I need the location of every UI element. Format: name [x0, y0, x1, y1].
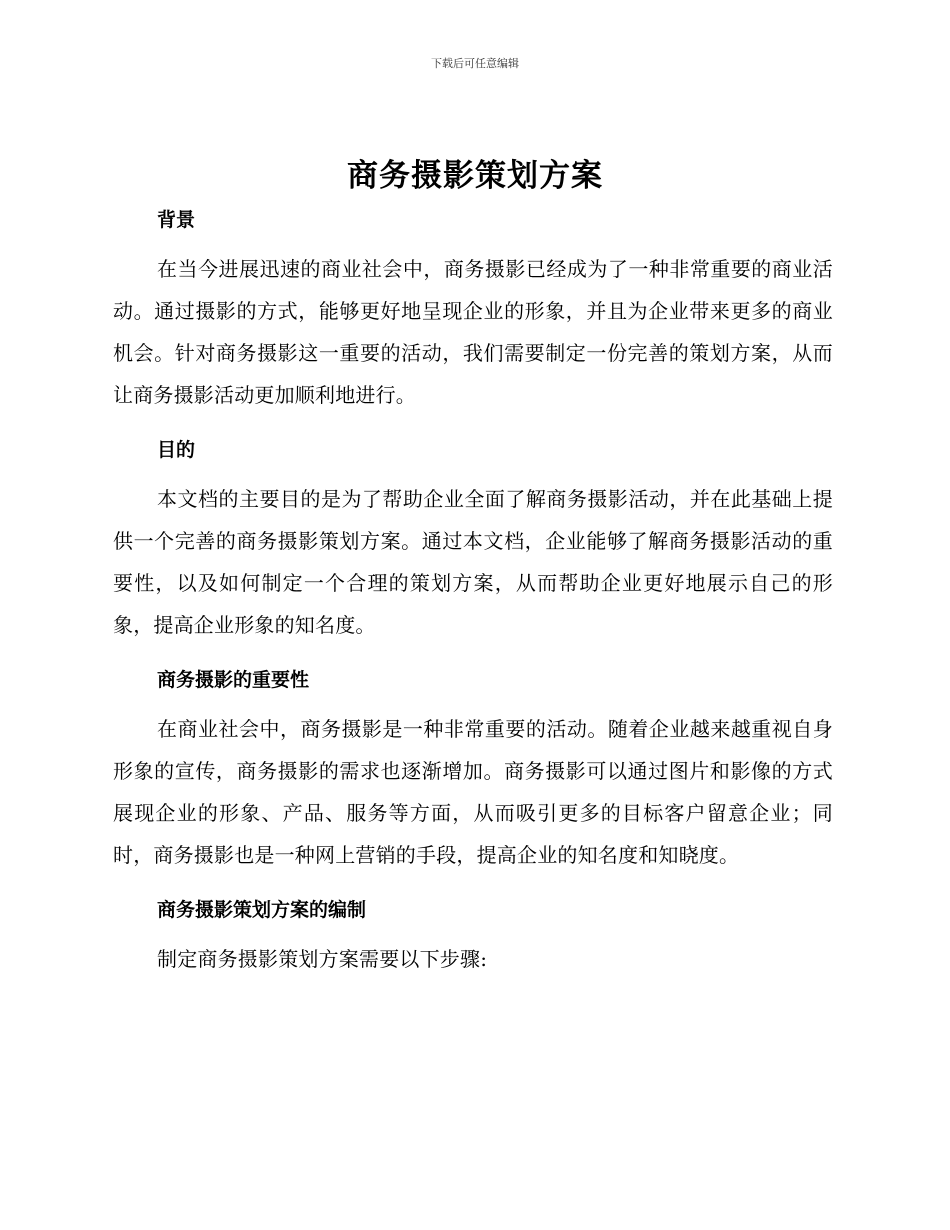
section-heading: 背景 [157, 209, 196, 231]
section-heading: 目的 [157, 439, 196, 461]
section-plan-compilation [113, 890, 833, 980]
section-paragraph: 本文档的主要目的是为了帮助企业全面了解商务摄影活动，并在此基础上提供一个完善的商务摄影策划方案。通过本文档，企业能够了解商务摄影活动的重要性，以及如何制定一个合理的策划方案，从而帮助企业更好地展示自己的形象，提高企业形象的知名度。 [113, 487, 833, 637]
section-heading: 商务摄影策划方案的编制 [157, 899, 367, 921]
section-paragraph: 在商业社会中，商务摄影是一种非常重要的活动。随着企业越来越重视自身形象的宣传，商务摄影的需求也逐渐增加。商务摄影可以通过图片和影像的方式展现企业的形象、产品、服务等方面，从而吸引更多的目标客户留意企业；同时，商务摄影也是一种网上营销的手段，提高企业的知名度和知晓度。 [113, 717, 833, 867]
section-importance [113, 660, 833, 876]
document-body [113, 200, 833, 994]
header-note: 下载后可任意编辑 [431, 57, 519, 70]
document-title: 商务摄影策划方案 [347, 158, 603, 194]
section-paragraph: 在当今进展迅速的商业社会中，商务摄影已经成为了一种非常重要的商业活动。通过摄影的方式，能够更好地呈现企业的形象，并且为企业带来更多的商业机会。针对商务摄影这一重要的活动，我们需要制定一份完善的策划方案，从而让商务摄影活动更加顺利地进行。 [113, 257, 833, 407]
section-purpose [113, 430, 833, 646]
section-heading: 商务摄影的重要性 [157, 669, 310, 691]
section-background [113, 200, 833, 416]
section-paragraph: 制定商务摄影策划方案需要以下步骤: [157, 947, 488, 971]
